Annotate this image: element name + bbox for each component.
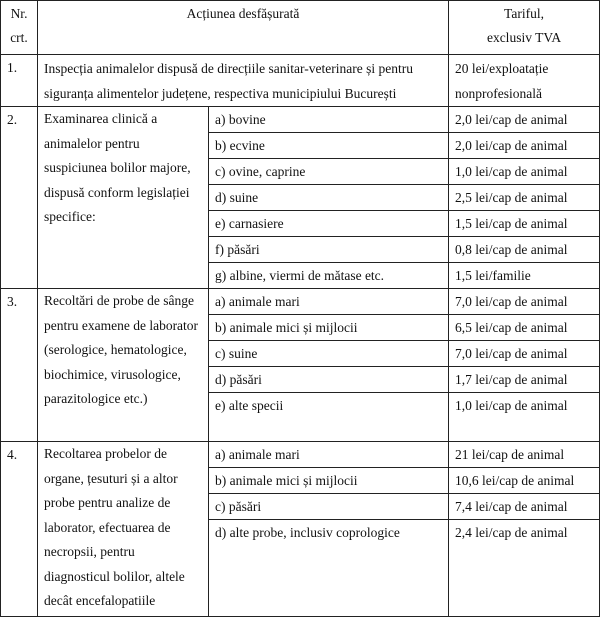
row-description: Recoltări de probe de sânge pentru examene de laborator (serologice, hematologice, biochimice, virusologice, parazitologice etc.) bbox=[38, 289, 209, 442]
row-description bbox=[38, 55, 449, 107]
header-tariff-line2: exclusiv TVA bbox=[486, 30, 562, 45]
item-tariff: 2,0 lei/cap de animal bbox=[449, 107, 600, 133]
item-tariff: 0,8 lei/cap de animal bbox=[449, 237, 600, 263]
item-label: a) animale mari bbox=[209, 442, 449, 468]
item-label: b) animale mici și mijlocii bbox=[209, 468, 449, 494]
item-tariff: 10,6 lei/cap de animal bbox=[449, 468, 600, 494]
item-label: e) carnasiere bbox=[209, 211, 449, 237]
row-description: Examinarea clinică a animalelor pentru suspiciunea bolilor majore, dispusă conform legislației specifice: bbox=[38, 107, 209, 289]
item-label: a) animale mari bbox=[209, 289, 449, 315]
row-tariff-line2: nonprofesională bbox=[455, 86, 542, 101]
row-number: 4. bbox=[1, 442, 38, 617]
row-description-line1: Inspecția animalelor dispusă de direcțiile sanitar-veterinare și pentru bbox=[44, 61, 413, 76]
header-tariff-line1: Tariful, bbox=[504, 6, 544, 21]
item-tariff: 7,4 lei/cap de animal bbox=[449, 494, 600, 520]
item-label: c) ovine, caprine bbox=[209, 159, 449, 185]
item-label: d) suine bbox=[209, 185, 449, 211]
item-label: c) păsări bbox=[209, 494, 449, 520]
header-row bbox=[1, 1, 600, 55]
item-label: d) alte probe, inclusiv coprologice bbox=[209, 520, 449, 617]
item-tariff: 1,0 lei/cap de animal bbox=[449, 393, 600, 442]
row-number: 1. bbox=[1, 55, 38, 107]
row-tariff-line1: 20 lei/exploatație bbox=[455, 61, 549, 76]
row-number: 2. bbox=[1, 107, 38, 289]
table-row bbox=[1, 107, 600, 133]
row-description-line2: siguranța alimentelor județene, respectiva municipiului București bbox=[44, 86, 397, 101]
item-label: a) bovine bbox=[209, 107, 449, 133]
item-tariff: 1,5 lei/familie bbox=[449, 263, 600, 289]
row-description: Recoltarea probelor de organe, țesuturi și a altor probe pentru analize de laborator, efectuarea de necropsii, pentru diagnosticul bolilor, altele decât encefalopatiile bbox=[38, 442, 209, 617]
header-tariff bbox=[449, 1, 600, 55]
item-tariff: 6,5 lei/cap de animal bbox=[449, 315, 600, 341]
item-tariff: 2,5 lei/cap de animal bbox=[449, 185, 600, 211]
header-nr-line1: Nr. bbox=[10, 6, 28, 21]
table-row bbox=[1, 289, 600, 315]
item-label: d) păsări bbox=[209, 367, 449, 393]
item-tariff: 2,4 lei/cap de animal bbox=[449, 520, 600, 617]
header-action: Acțiunea desfășurată bbox=[38, 1, 449, 55]
item-label: b) ecvine bbox=[209, 133, 449, 159]
row-number: 3. bbox=[1, 289, 38, 442]
item-tariff: 7,0 lei/cap de animal bbox=[449, 289, 600, 315]
row-tariff bbox=[449, 55, 600, 107]
item-tariff: 21 lei/cap de animal bbox=[449, 442, 600, 468]
header-nr bbox=[1, 1, 38, 55]
item-label: g) albine, viermi de mătase etc. bbox=[209, 263, 449, 289]
item-label: f) păsări bbox=[209, 237, 449, 263]
item-tariff: 1,7 lei/cap de animal bbox=[449, 367, 600, 393]
item-tariff: 7,0 lei/cap de animal bbox=[449, 341, 600, 367]
item-label: e) alte specii bbox=[209, 393, 449, 442]
item-tariff: 1,0 lei/cap de animal bbox=[449, 159, 600, 185]
table-row bbox=[1, 442, 600, 468]
item-label: b) animale mici și mijlocii bbox=[209, 315, 449, 341]
item-label: c) suine bbox=[209, 341, 449, 367]
table-row bbox=[1, 55, 600, 107]
item-tariff: 1,5 lei/cap de animal bbox=[449, 211, 600, 237]
header-nr-line2: crt. bbox=[10, 30, 28, 45]
item-tariff: 2,0 lei/cap de animal bbox=[449, 133, 600, 159]
